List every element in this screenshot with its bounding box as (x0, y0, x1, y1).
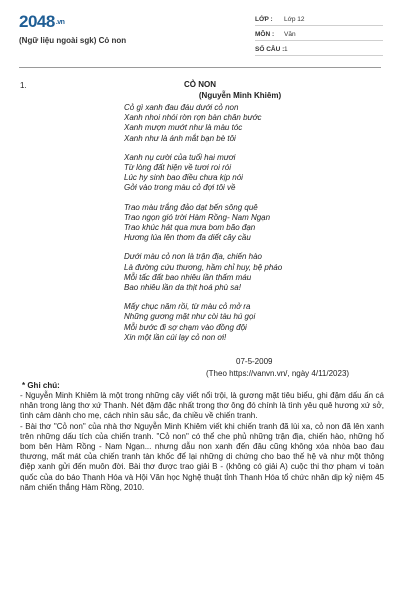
note-paragraph: - Bài thơ "Cỏ non" của nhà thơ Nguyễn Minh Khiêm viết khi chiến tranh đã lùi xa, cỏ non đã lên xanh trên những dấu tích của chiến tranh. "Cỏ non" có thể che phủ những trận địa, chiến hào, những hố bom bên Hàm Rồng - Nam Ngạn... nhưng dẫu non xanh đến đâu cũng không xóa nhòa bao đau thương, mất mát của chiến tranh tàn khốc để lại những di chứng cho bao thế hệ và như một thông điệp xanh gửi đến muôn đời. Bài thơ được trao giải B - (không có giải A) cuộc thi thơ phạm vi toàn quốc của do báo Thanh Hóa và Hội Văn học Nghệ thuật tỉnh Thanh Hóa tổ chức nhân dịp kỷ niệm 45 năm chiến thắng Hàm Rồng, 2010. (20, 421, 384, 492)
poem-author: (Nguyễn Minh Khiêm) (198, 91, 282, 100)
poem-line: Mỗi tấc đất bao nhiêu lần thấm máu (124, 272, 252, 282)
poem-line: Mấy chục năm rồi, từ màu cỏ mở ra (124, 302, 251, 312)
stanza-gap (124, 243, 282, 252)
class-label: LỚP : (255, 16, 273, 23)
poem-line: Hương lúa lên thơm đa diết cây cầu (124, 233, 251, 243)
subject-note: (Ngữ liệu ngoài sgk) Cỏ non (19, 36, 127, 45)
subject-value: Văn (284, 31, 296, 38)
stanza-gap (124, 144, 282, 153)
poem-line: Trao khúc hát qua mưa bom bão đạn (124, 223, 256, 233)
subject-label: MÔN : (255, 31, 275, 38)
stanza-gap (124, 293, 282, 302)
poem-line: Là đường cứu thương, hầm chỉ huy, bệ pháo (124, 262, 283, 272)
class-underline (255, 25, 383, 26)
notes-heading: * Ghi chú: (22, 381, 60, 390)
logo-sub: .vn (55, 19, 65, 27)
question-count-underline (255, 55, 383, 56)
poem-line: Gởi vào trong màu cỏ đợi tôi về (124, 183, 236, 193)
poem-line: Bao nhiêu lần da thịt hoá phù sa! (124, 283, 241, 293)
poem-line: Dưới màu cỏ non là trận địa, chiến hào (124, 252, 262, 262)
poem-line: Mỗi bước đi sợ chạm vào đồng đội (124, 322, 247, 332)
poem-line: Trao màu trắng đảo dạt bến sông quê (124, 202, 258, 212)
subject-underline (255, 40, 383, 41)
poem-line: Xin một lần cúi lạy cỏ non ơi! (124, 332, 227, 342)
poem-line: Những gương mặt như còi tàu hú gọi (124, 312, 256, 322)
question-number: 1. (20, 81, 27, 90)
question-count-label: SỐ CÂU : (255, 46, 285, 53)
stanza-gap (124, 194, 282, 203)
poem-line: Từ lòng đất hiện về tươi roi rói (124, 163, 232, 173)
poem-line: Xanh nhoi nhói rờn rợn bàn chân bước (124, 113, 262, 123)
poem-body (124, 103, 282, 343)
class-value: Lớp 12 (284, 16, 305, 23)
poem-line: Lúc hy sinh bao điều chưa kịp nói (124, 173, 243, 183)
poem-date: 07-5-2009 (236, 357, 273, 366)
site-logo[interactable] (19, 12, 64, 32)
page-header (0, 0, 400, 62)
poem-title: CỎ NON (184, 80, 216, 89)
poem-line: Trao ngọn gió trời Hàm Rồng- Nam Ngạn (124, 212, 271, 222)
logo-main: 2048 (19, 12, 55, 31)
header-divider (19, 67, 381, 68)
poem-line: Cỏ gì xanh đau đáu dưới cỏ non (124, 103, 239, 112)
question-count-value: 1 (284, 46, 288, 53)
poem-source: (Theo https://vanvn.vn/, ngày 4/11/2023) (206, 369, 350, 378)
poem-line: Xanh nụ cười của tuổi hai mươi (124, 152, 236, 162)
poem-line: Xanh như là ánh mắt bạn bè tôi (124, 133, 236, 143)
poem-line: Xanh mượn mướt như là màu tóc (124, 123, 243, 133)
note-paragraph: - Nguyễn Minh Khiêm là một trong những cây viết nổi trội, là gương mặt tiêu biểu, ghi đậm dấu ấn cá nhân trong làng thơ xứ Thanh. Nét đậm đặc nhất trong thơ ông đó chính là tình yêu quê hương xứ sở, tình cảm dành cho mẹ, cách nhìn sâu sắc, đa chiều về chiến tranh. (20, 391, 384, 421)
notes-body (20, 391, 384, 493)
